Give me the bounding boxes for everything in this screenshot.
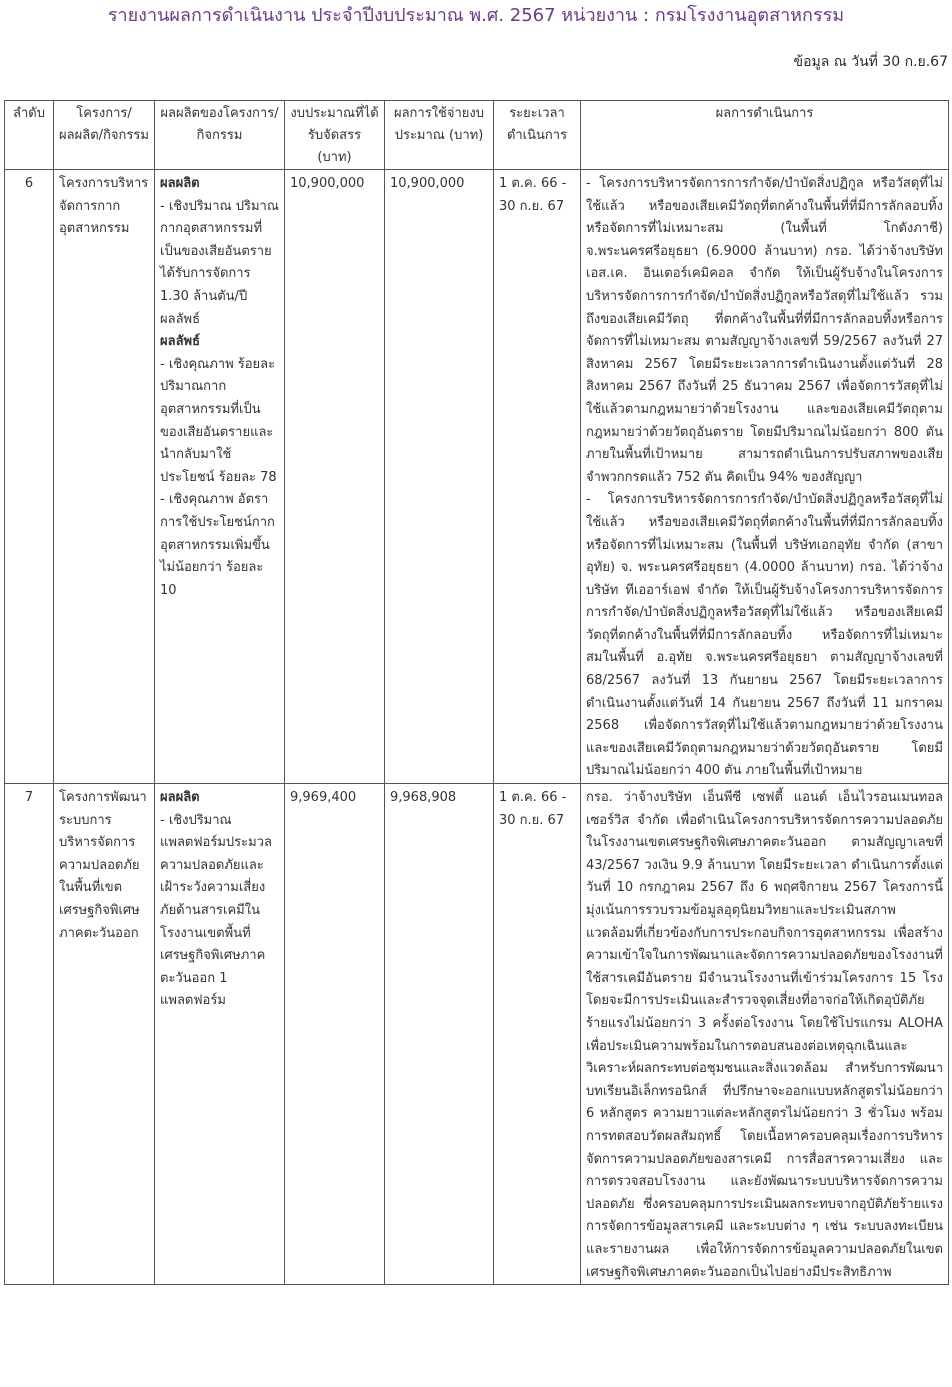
budget-spent: 10,900,000 <box>385 170 494 784</box>
project-name: โครงการพัฒนาระบบการบริหารจัดการความปลอดภัยในพื้นที่เขตเศรษฐกิจพิเศษภาคตะวันออก <box>54 784 155 1285</box>
col-header-project: โครงการ/ผลผลิต/กิจกรรม <box>54 101 155 170</box>
col-header-outputs: ผลผลิตของโครงการ/กิจกรรม <box>155 101 285 170</box>
project-outputs <box>155 784 285 1285</box>
col-header-period: ระยะเวลาดำเนินการ <box>494 101 581 170</box>
output-line: ผลลัพธ์ <box>160 334 201 350</box>
output-line: ผลผลิต <box>160 790 200 806</box>
report-table <box>4 100 949 1285</box>
col-header-spent: ผลการใช้จ่ายงบประมาณ (บาท) <box>385 101 494 170</box>
project-name: โครงการบริหารจัดการกากอุตสาหกรรม <box>54 170 155 784</box>
col-header-results: ผลการดำเนินการ <box>581 101 949 170</box>
output-line: - เชิงคุณภาพ อัตราการใช้ประโยชน์กากอุตสาหกรรมเพิ่มขึ้น ไม่น้อยกว่า ร้อยละ 10 <box>160 492 275 598</box>
col-header-no: ลำดับ <box>5 101 54 170</box>
result-paragraph: กรอ. ว่าจ้างบริษัท เอ็นพีซี เซฟตี้ แอนด์ เอ็นไวรอนเมนทอล เซอร์วิส จำกัด เพื่อดำเนินโครงการบริหารจัดการความปลอดภัยในโรงงานเขตเศรษฐกิจพิเศษภาคตะวันออก ตามสัญญาเลขที่ 43/2567 วงเงิน 9.9 ล้านบาท โดยมีระยะเวลา ดำเนินการตั้งแต่วันที่ 10 กรกฎาคม 2567 ถึง 6 พฤศจิกายน 2567 โครงการนี้มุ่งเน้นการรวบรวมข้อมูลอุตุนิยมวิทยาและประเมินสภาพแวดล้อมที่เกี่ยวข้องกับการประกอบกิจการอุตสาหกรรม เพื่อสร้างความเข้าใจในการพัฒนาและจัดการความปลอดภัยของโรงงานที่ใช้สารเคมีอันตราย มีจำนวนโรงงานที่เข้าร่วมโครงการ 15 โรง โดยจะมีการประเมินและสำรวจจุดเสี่ยงที่อาจก่อให้เกิดอุบัติภัยร้ายแรงไม่น้อยกว่า 3 ครั้งต่อโรงงาน โดยใช้โปรแกรม ALOHA เพื่อประเมินความพร้อมในการตอบสนองต่อเหตุฉุกเฉินและวิเคราะห์ผลกระทบต่อชุมชนและสิ่งแวดล้อม สำหรับการพัฒนาบทเรียนอิเล็กทรอนิกส์ ที่ปรึกษาจะออกแบบหลักสูตรไม่น้อยกว่า 6 หลักสูตร ความยาวแต่ละหลักสูตรไม่น้อยกว่า 3 ชั่วโมง พร้อมการทดสอบวัดผลสัมฤทธิ์ โดยเนื้อหาครอบคลุมเรื่องการบริหารจัดการความปลอดภัยของสารเคมี การสื่อสารความเสี่ยง และการตรวจสอบโรงงาน และยังพัฒนาระบบบริหารจัดการความปลอดภัย ซึ่งครอบคลุมการประเมินผลกระทบจากอุบัติภัยร้ายแรง การจัดการข้อมูลสารเคมี และระบบต่าง ๆ เช่น ระบบลงทะเบียนและรายงานผล เพื่อให้การจัดการข้อมูลความปลอดภัยในเขตเศรษฐกิจพิเศษภาคตะวันออกเป็นไปอย่างมีประสิทธิภาพ <box>586 790 943 1280</box>
output-line: ผลผลิต <box>160 176 200 191</box>
report-title: รายงานผลการดำเนินงาน ประจำปีงบประมาณ พ.ศ. 2567 หน่วยงาน : กรมโรงงานอุตสาหกรรม <box>107 5 845 26</box>
result-paragraph: - โครงการบริหารจัดการการกำจัด/บำบัดสิ่งปฏิกูล หรือวัสดุที่ไม่ใช้แล้ว หรือของเสียเคมีวัตถุที่ตกค้างในพื้นที่ที่มีการลักลอบทิ้ง หรือจัดการที่ไม่เหมาะสม (ในพื้นที่ โกดังภาชี) จ.พระนครศรีอยุธยา (6.9000 ล้านบาท) กรอ. ได้ว่าจ้างบริษัท เอส.เค. อินเตอร์เคมิคอล จำกัด ให้เป็นผู้รับจ้างในโครงการบริหารจัดการการกำจัด/บำบัดสิ่งปฏิกูลหรือวัสดุที่ไม่ใช้แล้ว รวมถึงของเสียเคมีวัตถุ ที่ตกค้างในพื้นที่ที่มีการลักลอบทิ้งหรือการจัดการที่ไม่เหมาะสม ตามสัญญาจ้างเลขที่ 59/2567 ลงวันที่ 27 สิงหาคม 2567 โดยมีระยะเวลาการดำเนินงานตั้งแต่วันที่ 28 สิงหาคม 2567 ถึงวันที่ 25 ธันวาคม 2567 เพื่อจัดการวัสดุที่ไม่ใช้แล้วตามกฎหมายว่าด้วยโรงงาน และของเสียเคมีวัตถุตามกฎหมายว่าด้วยวัตถุอันตราย โดยมีปริมาณไม่น้อยกว่า 800 ตัน ภายในพื้นที่เป้าหมาย สามารถดำเนินการปรับสภาพของเสียจำพวกกรดแล้ว 752 ตัน คิดเป็น 94% ของสัญญา <box>586 176 943 485</box>
budget-spent: 9,968,908 <box>385 784 494 1285</box>
table-row <box>5 784 949 1285</box>
row-number: 6 <box>5 170 54 784</box>
output-line: - เชิงคุณภาพ ร้อยละปริมาณกากอุตสาหกรรมที่เป็นของเสียอันตรายและนำกลับมาใช้ประโยชน์ ร้อยละ 78 <box>160 356 277 485</box>
table-row <box>5 170 949 784</box>
output-line: - เชิงปริมาณ ปริมาณกากอุตสาหกรรมที่เป็นของเสียอันตรายได้รับการจัดการ 1.30 ล้านตัน/ปีผลลัพธ์ <box>160 198 279 327</box>
col-header-budget: งบประมาณที่ได้รับจัดสรร (บาท) <box>285 101 385 170</box>
project-outputs <box>155 170 285 784</box>
budget-allocated: 10,900,000 <box>285 170 385 784</box>
result-paragraph: - โครงการบริหารจัดการการกำจัด/บำบัดสิ่งปฏิกูลหรือวัสดุที่ไม่ใช้แล้ว หรือของเสียเคมีวัตถุที่ตกค้างในพื้นที่ที่มีการลักลอบทิ้ง หรือจัดการที่ไม่เหมาะสม (ในพื้นที่ บริษัทเอกอุทัย จำกัด (สาขาอุทัย) จ. พระนครศรีอยุธยา (4.0000 ล้านบาท) กรอ. ได้ว่าจ้างบริษัท ทีเออาร์เอฟ จำกัด ให้เป็นผู้รับจ้างโครงการบริหารจัดการการกำจัด/บำบัดสิ่งปฏิกูลหรือวัสดุที่ไม่ใช้แล้ว หรือของเสียเคมีวัตถุที่ตกค้างในพื้นที่ที่มีการลักลอบทิ้ง หรือจัดการที่ไม่เหมาะสมในพื้นที่ อ.อุทัย จ.พระนครศรีอยุธยา ตามสัญญาจ้างเลขที่ 68/2567 ลงวันที่ 13 กันยายน 2567 โดยมีระยะเวลาการดำเนินงานตั้งแต่วันที่ 14 กันยายน 2567 ถึงวันที่ 11 มกราคม 2568 เพื่อจัดการวัสดุที่ไม่ใช้แล้วตามกฎหมายว่าด้วยโรงงาน และของเสียเคมีวัตถุตามกฎหมายว่าด้วยวัตถุอันตราย โดยมีปริมาณไม่น้อยกว่า 400 ตัน ภายในพื้นที่เป้าหมาย <box>586 492 943 779</box>
row-number: 7 <box>5 784 54 1285</box>
period: 1 ต.ค. 66 - 30 ก.ย. 67 <box>494 170 581 784</box>
table-header-row <box>5 101 949 170</box>
output-line: - เชิงปริมาณ แพลตฟอร์มประมวลความปลอดภัยและเฝ้าระวังความเสี่ยงภัยด้านสารเคมีในโรงงานเขตพื้นที่เศรษฐกิจพิเศษภาคตะวันออก 1 แพลตฟอร์ม <box>160 812 272 1009</box>
as-of-date: ข้อมูล ณ วันที่ 30 ก.ย.67 <box>793 54 948 70</box>
budget-allocated: 9,969,400 <box>285 784 385 1285</box>
results <box>581 170 949 784</box>
period: 1 ต.ค. 66 - 30 ก.ย. 67 <box>494 784 581 1285</box>
results <box>581 784 949 1285</box>
